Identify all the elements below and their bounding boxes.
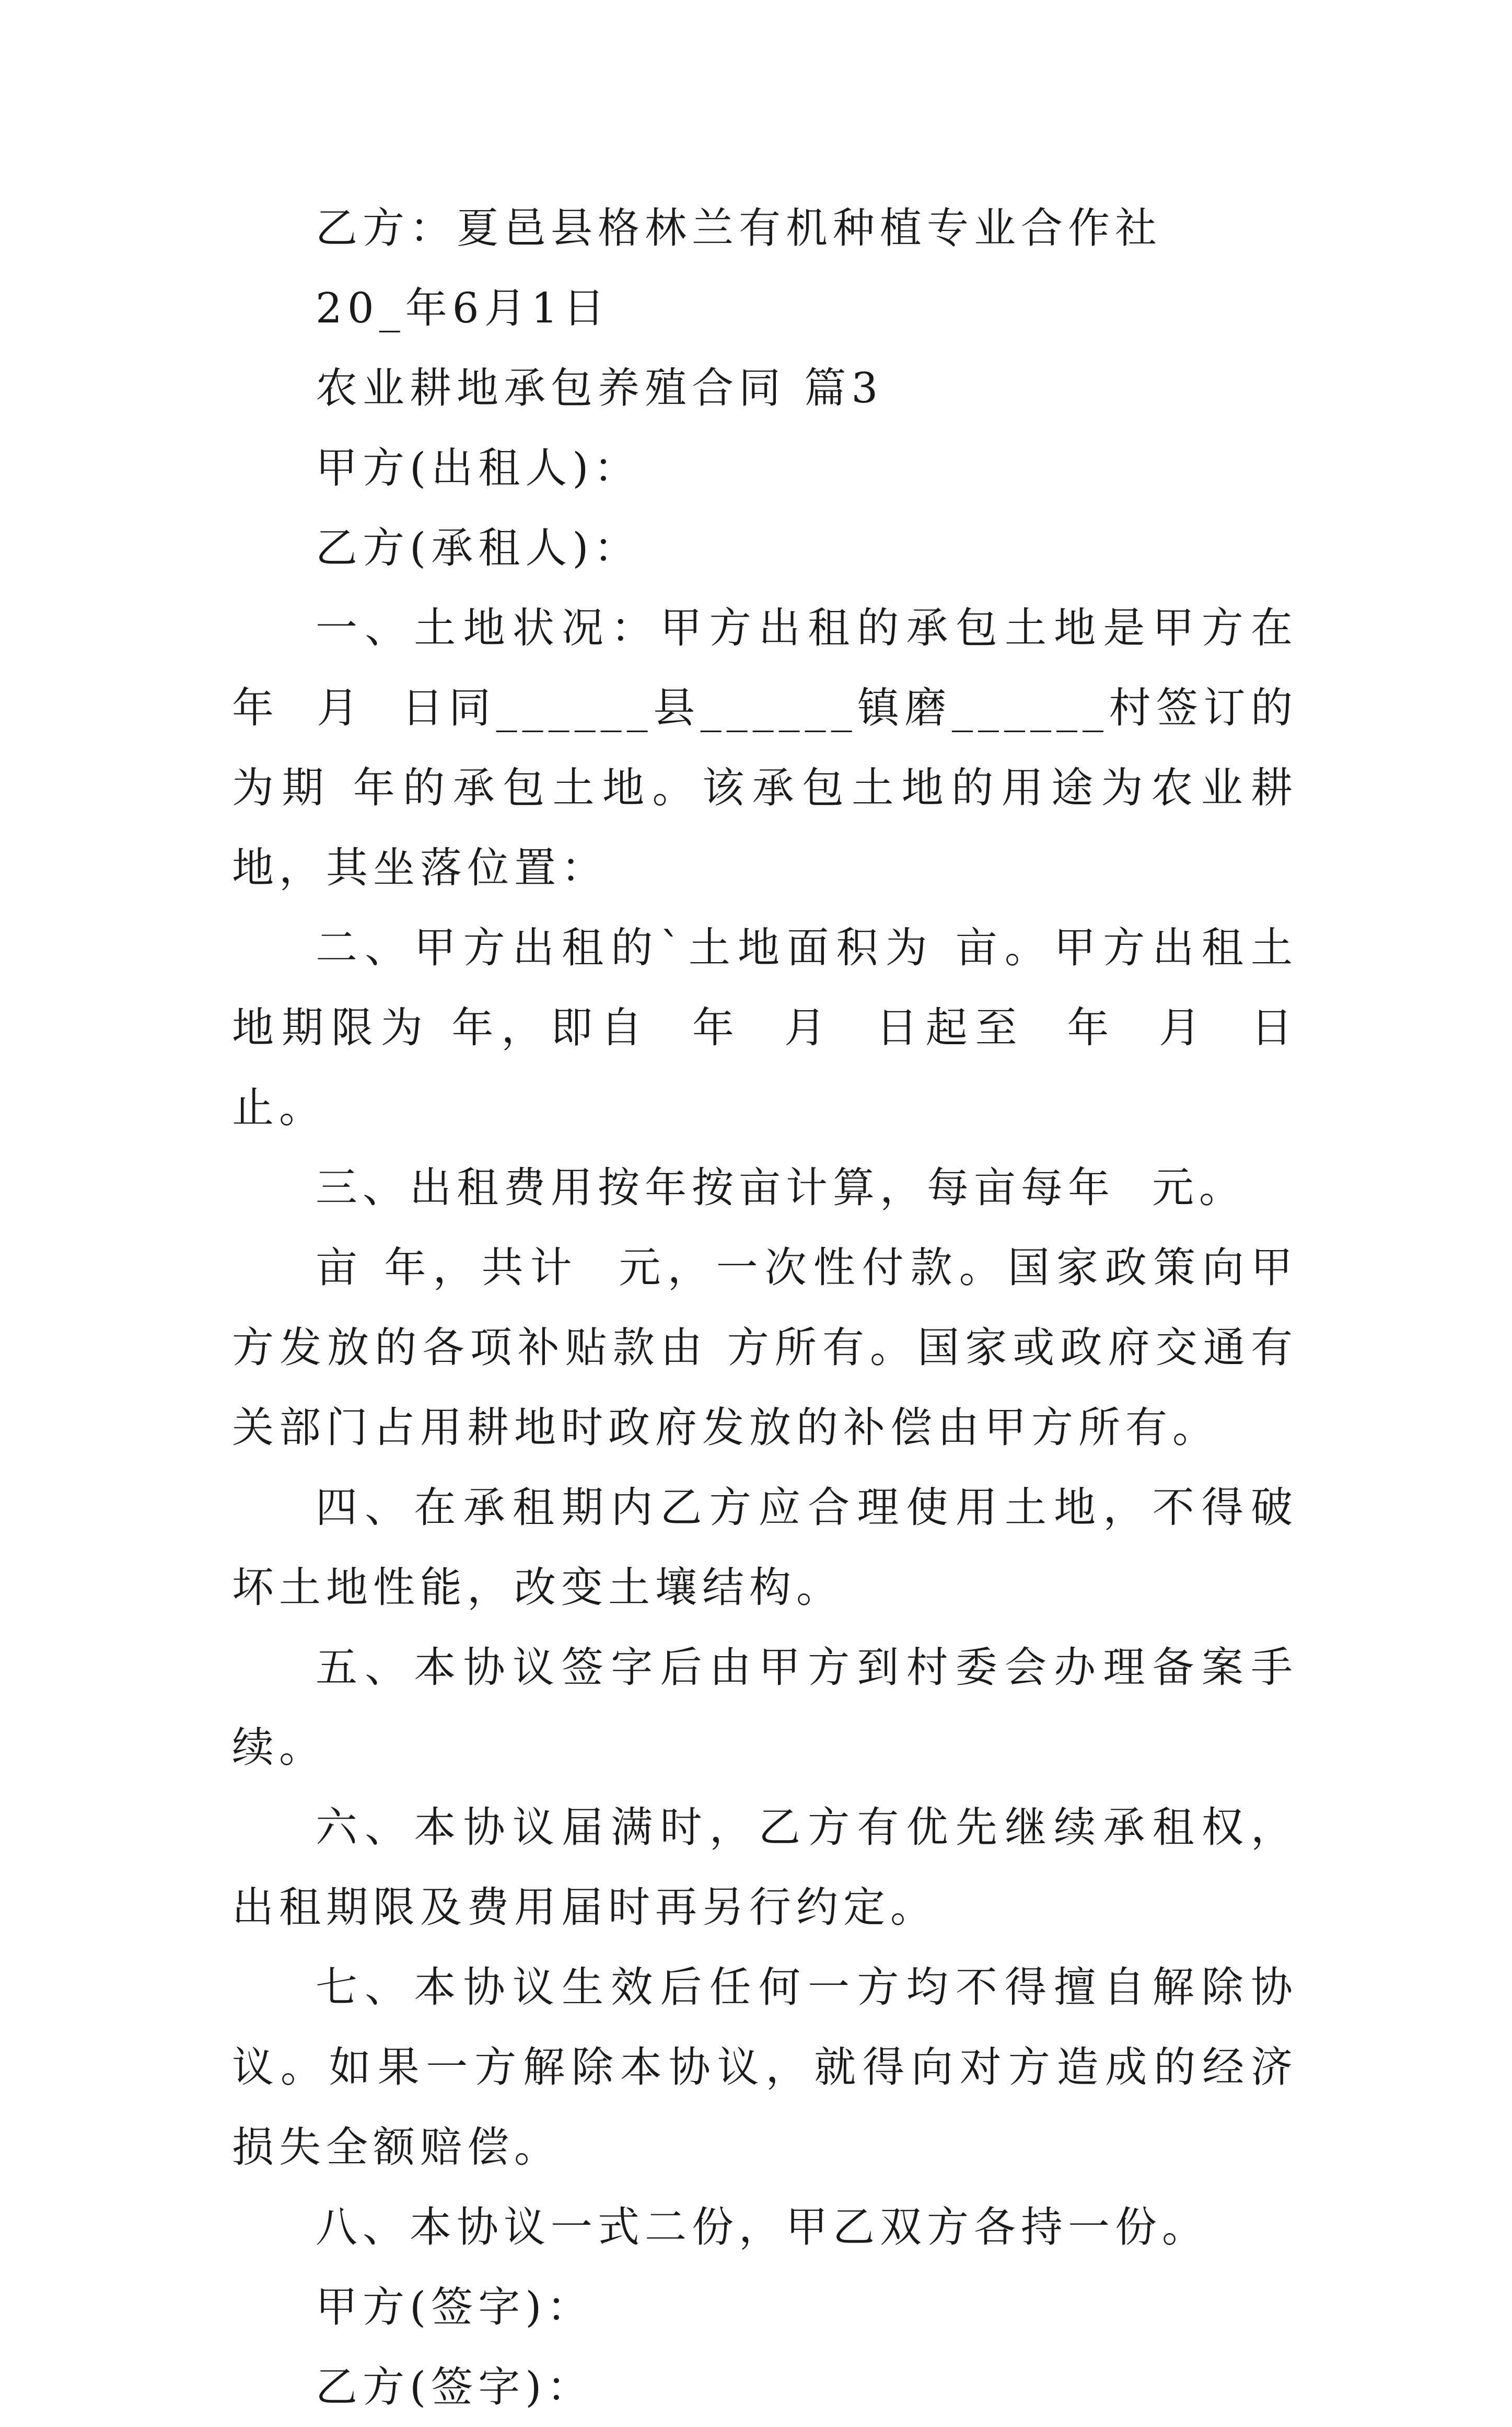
clause-3-continued: 亩 年，共计 元，一次性付款。国家政策向甲方发放的各项补贴款由 方所有。国家或政府交通有关部门占用耕地时政府发放的补偿由甲方所有。 [232,1243,1298,1452]
party-b-signature: 乙方(签字)： [316,2363,594,2411]
clause-1: 一、土地状况：甲方出租的承包土地是甲方在 年 月 日同______县______镇磨______村签订的为期 年的承包土地。该承包土地的用途为农业耕地，其坐落位置： [232,604,1335,892]
contract-title: 农业耕地承包养殖合同 篇3 [316,364,883,412]
clause-6: 六、本协议届满时，乙方有优先继续承租权，出租期限及费用届时再另行约定。 [232,1803,1298,1932]
date-line: 20_年6月1日 [316,284,610,332]
clause-5: 五、本协议签字后由甲方到村委会办理备案手续。 [232,1643,1298,1772]
party-b-lessee: 乙方(承租人)： [316,524,641,572]
clause-8: 八、本协议一式二份，甲乙双方各持一份。 [316,2203,1209,2251]
clause-4: 四、在承租期内乙方应合理使用土地，不得破坏土地性能，改变土壤结构。 [232,1483,1298,1612]
party-b-line: 乙方：夏邑县格林兰有机种植专业合作社 [316,204,1162,252]
party-a-signature: 甲方(签字)： [316,2283,594,2331]
clause-7: 七、本协议生效后任何一方均不得擅自解除协议。如果一方解除本协议，就得向对方造成的经济损失全额赔偿。 [232,1963,1298,2171]
clause-3: 三、出租费用按年按亩计算，每亩每年 元。 [316,1163,1246,1212]
document-page [232,188,1335,2427]
party-a-lessor: 甲方(出租人)： [316,444,641,492]
clause-2: 二、甲方出租的`土地面积为 亩。甲方出租土地期限为 年，即自 年 月 日起至 年 月 日止。 [232,923,1298,1132]
